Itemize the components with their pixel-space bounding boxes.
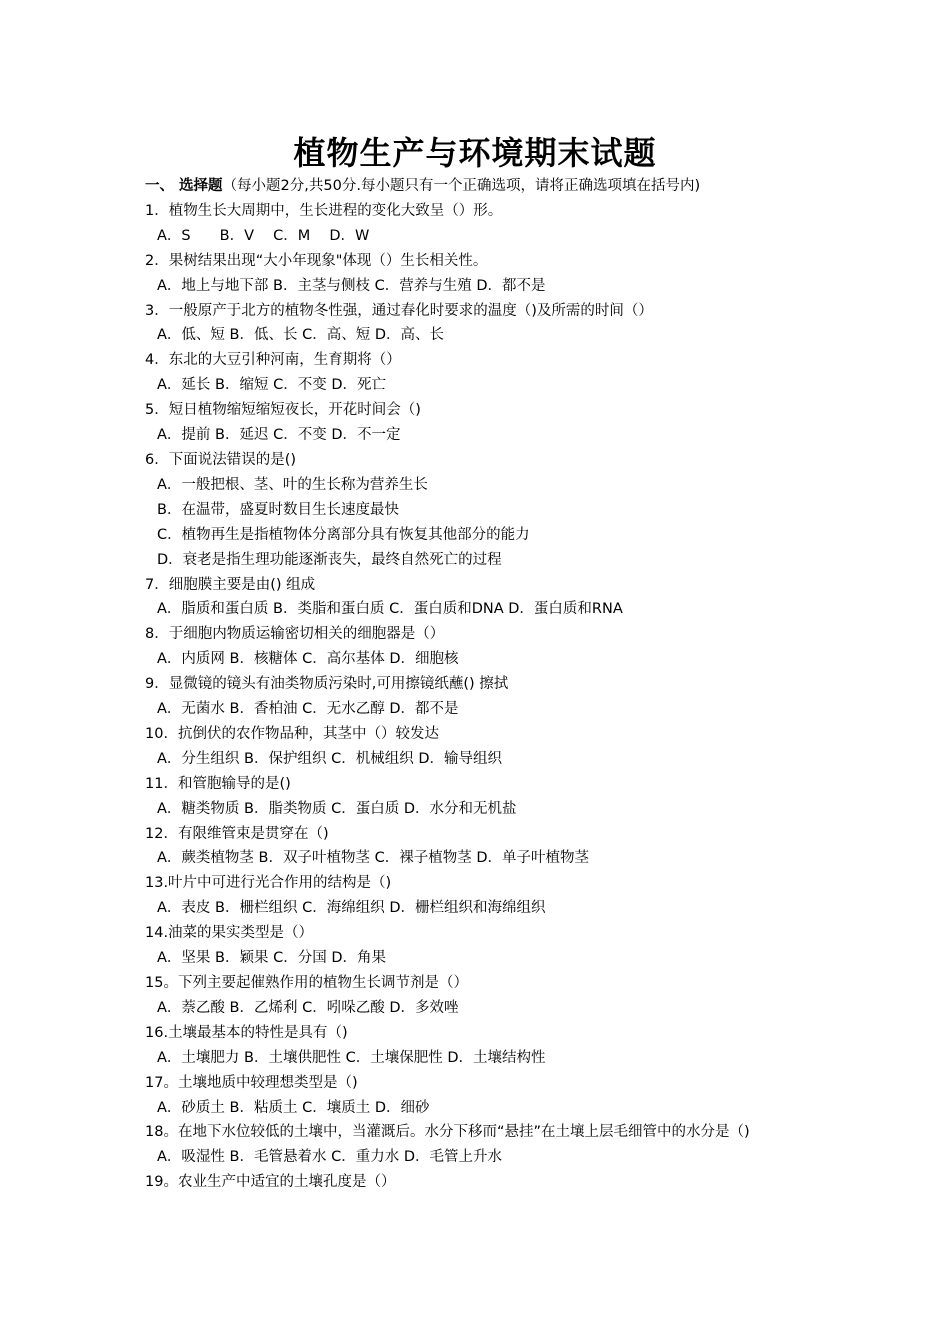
question-text: 6．下面说法错误的是() xyxy=(145,451,297,468)
question-text: 18。在地下水位较低的土壤中，当灌溉后。水分下移而“悬挂”在土壤上层毛细管中的水分是（) xyxy=(145,1124,750,1141)
answer-options: A．脂质和蛋白质 B．类脂和蛋白质 C．蛋白质和DNA D．蛋白质和RNA xyxy=(157,601,623,618)
answer-options: A．吸湿性 B．毛管悬着水 C．重力水 D．毛管上升水 xyxy=(157,1149,502,1166)
question-text: 1．植物生长大周期中，生长进程的变化大致呈（）形。 xyxy=(145,202,503,219)
question-text: 16.土壤最基本的特性是具有（) xyxy=(145,1024,348,1041)
question-text: 14.油菜的果实类型是（） xyxy=(145,925,314,942)
question-text: 13.叶片中可进行光合作用的结构是（) xyxy=(145,875,392,892)
question-text: 17。土壤地质中较理想类型是（) xyxy=(145,1074,358,1091)
page-title: 植物生产与环境期末试题 xyxy=(293,134,657,172)
question-list xyxy=(145,174,815,1195)
answer-options: A．S B．V C．M D．W xyxy=(157,227,370,244)
question-text: 2．果树结果出现“大小年现象"体现（）生长相关性。 xyxy=(145,252,488,269)
section-header xyxy=(145,174,815,199)
answer-options: A．萘乙酸 B．乙烯利 C．吲哚乙酸 D．多效唑 xyxy=(157,999,459,1016)
answer-options: B．在温带，盛夏时数目生长速度最快 xyxy=(157,501,399,518)
section-heading: 一、 选择题 xyxy=(145,178,223,194)
answer-options: C．植物再生是指植物体分离部分具有恢复其他部分的能力 xyxy=(157,526,530,543)
answer-options: A．内质网 B．核糖体 C．高尔基体 D．细胞核 xyxy=(157,651,459,668)
question-text: 8．于细胞内物质运输密切相关的细胞器是（） xyxy=(145,626,445,643)
question-text: 3．一般原产于北方的植物冬性强，通过春化时要求的温度（)及所需的时间（） xyxy=(145,302,653,319)
question-text: 9．显微镜的镜头有油类物质污染时,可用擦镜纸蘸() 擦拭 xyxy=(145,676,509,693)
answer-options: A．砂质土 B．粘质土 C．壤质土 D．细砂 xyxy=(157,1099,430,1116)
question-text: 5．短日植物缩短缩短夜长，开花时间会（) xyxy=(145,402,421,419)
answer-options: A．坚果 B．颖果 C．分国 D．角果 xyxy=(157,950,386,967)
question-text: 12．有限维管束是贯穿在（) xyxy=(145,825,329,842)
question-text: 11．和管胞输导的是() xyxy=(145,775,291,792)
question-text: 4．东北的大豆引种河南，生育期将（） xyxy=(145,352,401,369)
question-text: 19。农业生产中适宜的土壤孔度是（） xyxy=(145,1174,396,1191)
answer-options: A．糖类物质 B．脂类物质 C．蛋白质 D．水分和无机盐 xyxy=(157,800,517,817)
question-text: 15。下列主要起催熟作用的植物生长调节剂是（） xyxy=(145,975,468,991)
answer-options: A．延长 B．缩短 C．不变 D．死亡 xyxy=(157,377,386,394)
answer-options: A．蕨类植物茎 B．双子叶植物茎 C．裸子植物茎 D．单子叶植物茎 xyxy=(157,850,589,867)
answer-options: A．一般把根、茎、叶的生长称为营养生长 xyxy=(157,476,428,493)
answer-options: A．表皮 B．栅栏组织 C．海绵组织 D．栅栏组织和海绵组织 xyxy=(157,900,546,917)
question-text: 7．细胞膜主要是由() 组成 xyxy=(145,576,316,593)
answer-options: A．地上与地下部 B．主茎与侧枝 C．营养与生殖 D．都不是 xyxy=(157,277,546,294)
section-note: （每小题2分,共50分.每小题只有一个正确选项，请将正确选项填在括号内) xyxy=(222,178,701,194)
answer-options: A．低、短 B．低、长 C．高、短 D．高、长 xyxy=(157,327,444,344)
answer-options: D．衰老是指生理功能逐渐丧失，最终自然死亡的过程 xyxy=(157,551,502,568)
question-text: 10．抗倒伏的农作物品种，其茎中（）较发达 xyxy=(145,725,439,742)
answer-options: A．提前 B．延迟 C．不变 D．不一定 xyxy=(157,427,401,444)
answer-options: A．无菌水 B．香柏油 C．无水乙醇 D．都不是 xyxy=(157,701,459,718)
answer-options: A．土壤肥力 B．土壤供肥性 C．土壤保肥性 D．土壤结构性 xyxy=(157,1049,546,1066)
answer-options: A．分生组织 B．保护组织 C．机械组织 D．输导组织 xyxy=(157,750,502,767)
